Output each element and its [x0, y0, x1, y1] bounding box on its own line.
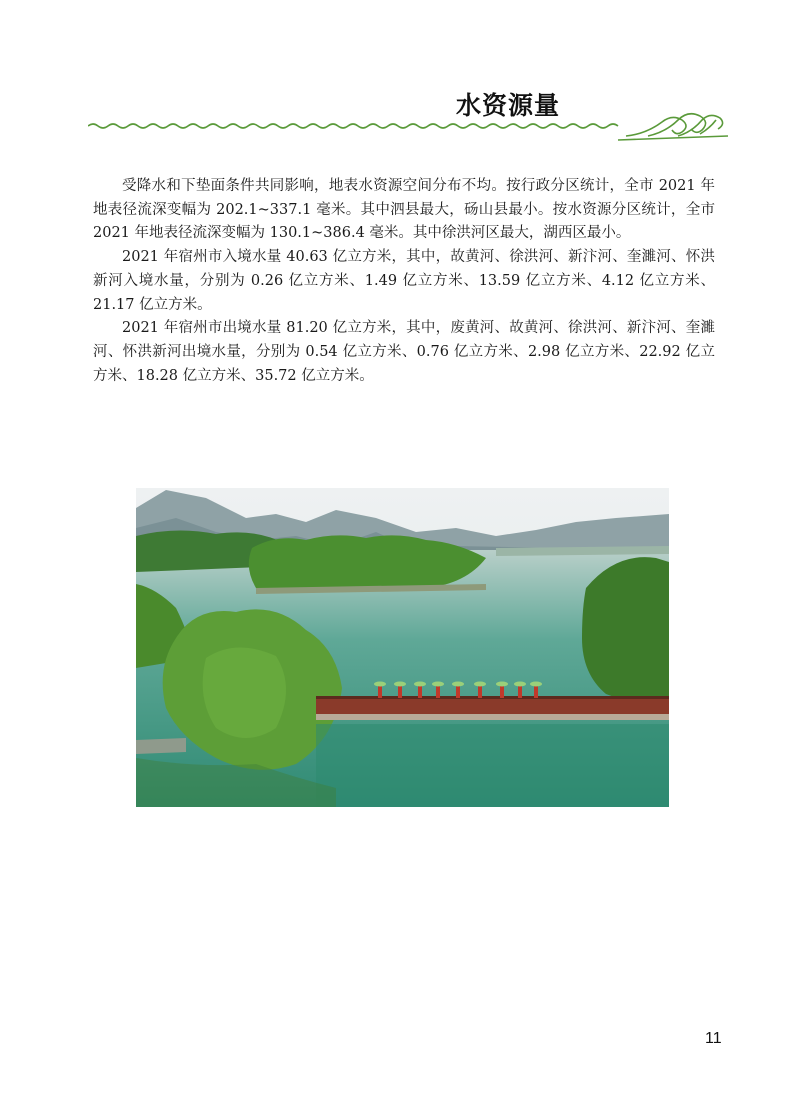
page-number: 11	[705, 1030, 722, 1047]
lake-photo	[136, 488, 669, 807]
umbrellas	[374, 682, 542, 687]
page-title: 水资源量	[456, 91, 561, 120]
right-trees	[582, 557, 669, 703]
paragraph: 受降水和下垫面条件共同影响，地表水资源空间分布不均。按行政分区统计，全市 2021 年地表径流深变幅为 202.1~337.1 毫米。其中泗县最大，砀山县最小。按水资源分区统计，全市 2021 年地表径流深变幅为 130.1~386.4 毫米。其中徐洪河区最大，湖西区最小。	[93, 178, 715, 242]
bridge-deck	[316, 698, 669, 714]
body-text	[93, 175, 715, 388]
wave-swirl-icon	[618, 114, 728, 140]
water-reflection	[316, 724, 669, 807]
paragraph: 2021 年宿州市入境水量 40.63 亿立方米，其中，故黄河、徐洪河、新汴河、奎濉河、怀洪新河入境水量，分别为 0.26 亿立方米、1.49 亿立方米、13.59 亿立方米、4.12 亿立方米、21.17 亿立方米。	[93, 249, 715, 313]
path-left	[136, 738, 186, 754]
paragraph: 2021 年宿州市出境水量 81.20 亿立方米，其中，废黄河、故黄河、徐洪河、新汴河、奎濉河、怀洪新河出境水量，分别为 0.54 亿立方米、0.76 亿立方米、2.98 亿立方米、22.92 亿立方米、18.28 亿立方米、35.72 亿立方米。	[93, 320, 715, 384]
wave-rule-decoration	[88, 112, 728, 144]
bridge-base	[316, 714, 669, 720]
